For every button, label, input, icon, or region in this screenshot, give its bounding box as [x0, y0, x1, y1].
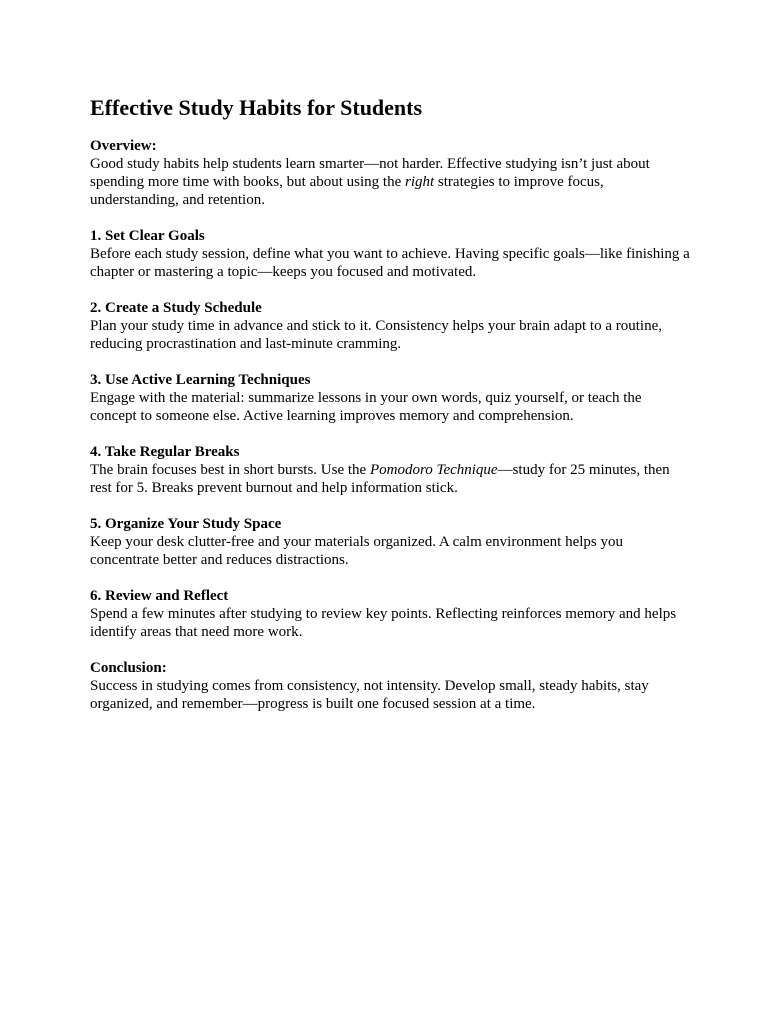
conclusion-heading: Conclusion: [90, 660, 167, 676]
conclusion-text: Success in studying comes from consistency, not intensity. Develop small, steady habits, stay organized, and remember—progress is built one focused session at a time. [90, 678, 649, 712]
overview-emphasis: right [404, 174, 435, 190]
section-text: Before each study session, define what you want to achieve. Having specific goals—like finishing a chapter or mastering a topic—keeps you focused and motivated. [90, 246, 690, 280]
conclusion-section [90, 659, 690, 713]
section-heading: 1. Set Clear Goals [90, 228, 205, 244]
section-regular-breaks [90, 443, 690, 497]
section-heading: 4. Take Regular Breaks [90, 444, 240, 460]
section-create-study-schedule [90, 299, 690, 353]
section-heading: 2. Create a Study Schedule [90, 300, 262, 316]
overview-text-end: strategies to improve focus, understanding, and retention. [90, 174, 604, 208]
section-heading: 6. Review and Reflect [90, 588, 229, 604]
section-text-end: —study for 25 minutes, then rest for 5. Breaks prevent burnout and help information stick. [90, 462, 670, 496]
pomodoro-emphasis: Pomodoro Technique [369, 462, 498, 478]
overview-text-start: Good study habits help students learn smarter—not harder. Effective studying isn’t just about spending more time with books, but about using the [90, 156, 650, 190]
section-heading: 5. Organize Your Study Space [90, 516, 282, 532]
section-text: Plan your study time in advance and stick to it. Consistency helps your brain adapt to a routine, reducing procrastination and last-minute cramming. [90, 318, 662, 352]
section-active-learning [90, 371, 690, 425]
section-text: Keep your desk clutter-free and your materials organized. A calm environment helps you concentrate better and reduces distractions. [90, 534, 623, 568]
section-text-start: The brain focuses best in short bursts. Use the [90, 462, 370, 478]
section-review-and-reflect [90, 587, 690, 641]
document-title: Effective Study Habits for Students [90, 95, 423, 120]
section-text: Engage with the material: summarize lessons in your own words, quiz yourself, or teach the concept to someone else. Active learning improves memory and comprehension. [90, 390, 642, 424]
section-organize-study-space [90, 515, 690, 569]
overview-heading: Overview: [90, 138, 157, 154]
overview-section [90, 137, 690, 209]
document-page [90, 93, 690, 731]
section-set-clear-goals [90, 227, 690, 281]
section-text: Spend a few minutes after studying to review key points. Reflecting reinforces memory and helps identify areas that need more work. [90, 606, 677, 640]
section-heading: 3. Use Active Learning Techniques [90, 372, 311, 388]
overview-text [90, 155, 690, 209]
section-text [90, 461, 690, 497]
